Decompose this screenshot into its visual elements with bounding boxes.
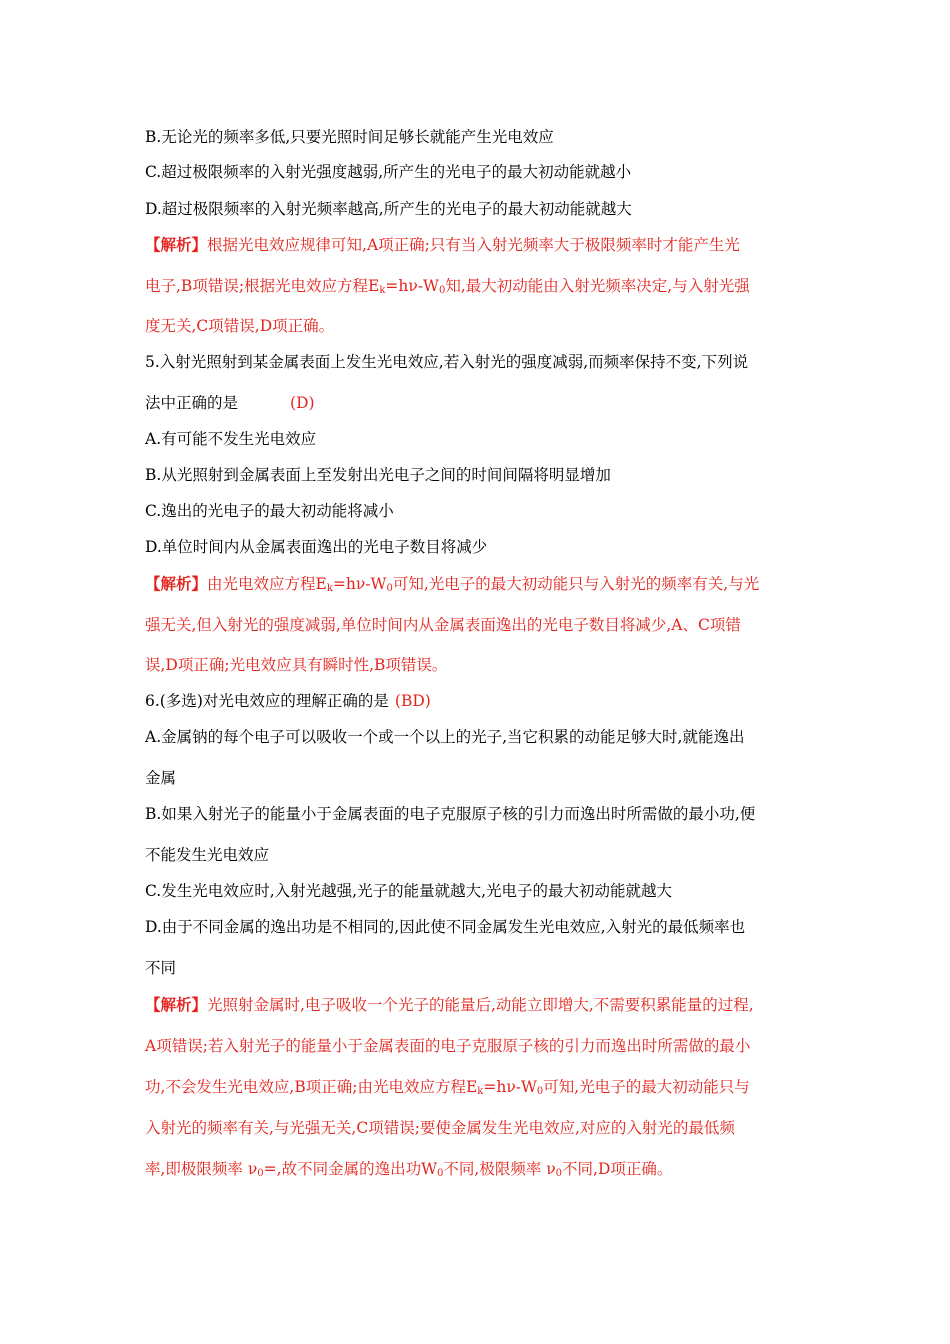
q6-option-c: C.发生光电效应时,入射光越强,光子的能量就越大,光电子的最大初动能就越大 (145, 882, 673, 900)
q6-option-b-line-1: B.如果入射光子的能量小于金属表面的电子克服原子核的引力而逸出时所需做的最小功,便 (145, 805, 756, 823)
q5-analysis-line-2: 强无关,但入射光的强度减弱,单位时间内从金属表面逸出的光电子数目将减少,A、C项错 (145, 616, 741, 634)
q5-option-c: C.逸出的光电子的最大初动能将减小 (145, 502, 394, 520)
q6-option-a-line-1: A.金属钠的每个电子可以吸收一个或一个以上的光子,当它积累的动能足够大时,就能逸出 (145, 728, 745, 746)
q6-analysis-line-1: 【解析】光照射金属时,电子吸收一个光子的能量后,动能立即增大,不需要积累能量的过程, (145, 995, 754, 1014)
q5-answer: (D) (290, 394, 315, 412)
q5-option-b: B.从光照射到金属表面上至发射出光电子之间的时间间隔将明显增加 (145, 466, 611, 484)
q6-option-d-line-2: 不同 (145, 959, 177, 977)
q6-analysis-line-3: 功,不会发生光电效应,B项正确;由光电效应方程$E_k=h\nu-W_0$可知,光电子的最大初动能只与 (145, 1078, 750, 1097)
q4-analysis-line-1: 【解析】根据光电效应规律可知,A项正确;只有当入射光频率大于极限频率时才能产生光 (145, 235, 740, 254)
q4-analysis-line-3: 度无关,C项错误,D项正确。 (145, 317, 335, 335)
q6-option-b-line-2: 不能发生光电效应 (145, 846, 270, 864)
q5-analysis-line-3: 误,D项正确;光电效应具有瞬时性,B项错误。 (145, 656, 448, 674)
q5-option-a: A.有可能不发生光电效应 (145, 430, 317, 448)
q4-option-c: C.超过极限频率的入射光强度越弱,所产生的光电子的最大初动能就越小 (145, 163, 632, 181)
q6-analysis-line-2: A项错误;若入射光子的能量小于金属表面的电子克服原子核的引力而逸出时所需做的最小 (145, 1037, 751, 1055)
analysis-tag: 【解析】 (145, 995, 208, 1014)
q6-stem: 6.(多选)对光电效应的理解正确的是 (BD) (145, 692, 431, 710)
q6-option-d-line-1: D.由于不同金属的逸出功是不相同的,因此使不同金属发生光电效应,入射光的最低频率也 (145, 918, 746, 936)
q6-answer: (BD) (394, 692, 431, 710)
q5-analysis-line-1: 【解析】由光电效应方程$E_k=h\nu-W_0$可知,光电子的最大初动能只与入射光的频率有关,与光 (145, 574, 760, 594)
q4-option-d: D.超过极限频率的入射光频率越高,所产生的光电子的最大初动能就越大 (145, 200, 632, 218)
q5-stem-line-1: 5.入射光照射到某金属表面上发生光电效应,若入射光的强度减弱,而频率保持不变,下列说 (145, 353, 749, 371)
q4-option-b: B.无论光的频率多低,只要光照时间足够长就能产生光电效应 (145, 128, 554, 146)
q4-analysis-line-2: 电子,B项错误;根据光电效应方程$E_k=h\nu-W_0$知,最大初动能由入射光频率决定,与入射光强 (145, 277, 750, 296)
q5-option-d: D.单位时间内从金属表面逸出的光电子数目将减少 (145, 538, 488, 556)
q6-analysis-line-5: 率,即极限频率 $\nu_0=$,故不同金属的逸出功$W_0$不同,极限频率 $\nu_0$不同,D项正确。 (145, 1160, 673, 1179)
q6-option-a-line-2: 金属 (145, 769, 177, 787)
q5-stem-line-2: 法中正确的是 (D) (145, 394, 315, 412)
analysis-tag: 【解析】 (145, 235, 208, 254)
analysis-tag: 【解析】 (145, 574, 208, 593)
q6-analysis-line-4: 入射光的频率有关,与光强无关,C项错误;要使金属发生光电效应,对应的入射光的最低频 (145, 1119, 735, 1137)
